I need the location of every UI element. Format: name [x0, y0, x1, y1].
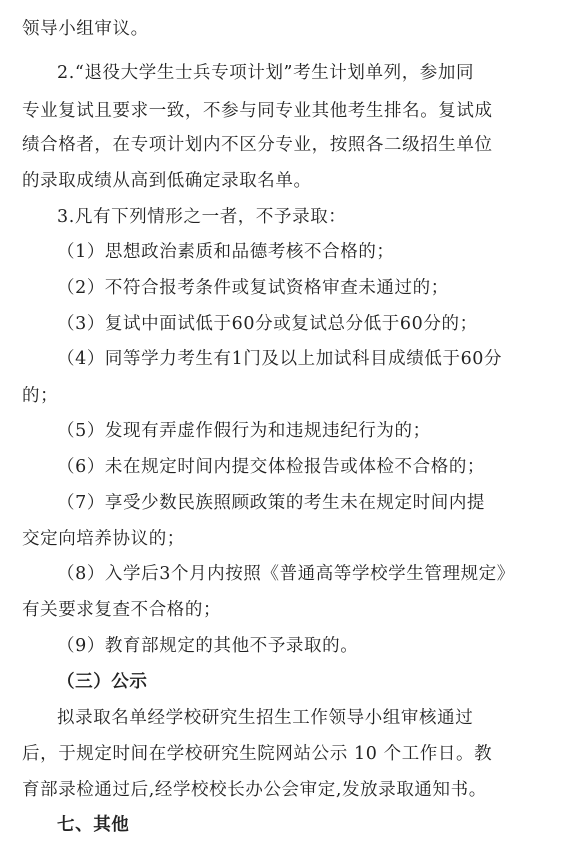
text-line: 的； [22, 386, 59, 406]
text-line: （9）教育部规定的其他不予录取的。 [57, 636, 359, 656]
text-line: 专业复试且要求一致，不参与同专业其他考生排名。复试成 [22, 101, 493, 121]
text-line: 育部录检通过后,经学校校长办公会审定,发放录取通知书。 [22, 780, 487, 800]
text-line: 拟录取名单经学校研究生招生工作领导小组审核通过 [57, 708, 474, 728]
text-line: （4）同等学力考生有1门及以上加试科目成绩低于60分 [57, 349, 503, 369]
section-heading: （三）公示 [57, 672, 148, 692]
section-heading: 七、其他 [57, 815, 130, 835]
text-line: 绩合格者，在专项计划内不区分专业，按照各二级招生单位 [22, 135, 493, 155]
text-line: （5）发现有弄虚作假行为和违规违纪行为的； [57, 421, 431, 441]
text-line: 交定向培养协议的； [22, 529, 185, 549]
text-line: 2.“退役大学生士兵专项计划”考生计划单列，参加同 [57, 63, 475, 83]
text-line: （7）享受少数民族照顾政策的考生未在规定时间内提 [57, 493, 486, 513]
text-line: 的录取成绩从高到低确定录取名单。 [22, 171, 312, 191]
text-line: （8）入学后3个月内按照《普通高等学校学生管理规定》 [57, 564, 515, 584]
text-line: 有关要求复查不合格的； [22, 600, 222, 620]
text-line: （3）复试中面试低于60分或复试总分低于60分的； [57, 314, 478, 334]
text-line: 领导小组审议。 [22, 19, 149, 39]
text-line: （2）不符合报考条件或复试资格审查未通过的； [57, 278, 449, 298]
text-line: 3.凡有下列情形之一者，不予录取： [57, 207, 347, 227]
text-line: （6）未在规定时间内提交体检报告或体检不合格的； [57, 457, 486, 477]
text-line: 后，于规定时间在学校研究生院网站公示 10 个工作日。教 [22, 744, 493, 764]
text-line: （1）思想政治素质和品德考核不合格的； [57, 242, 395, 262]
